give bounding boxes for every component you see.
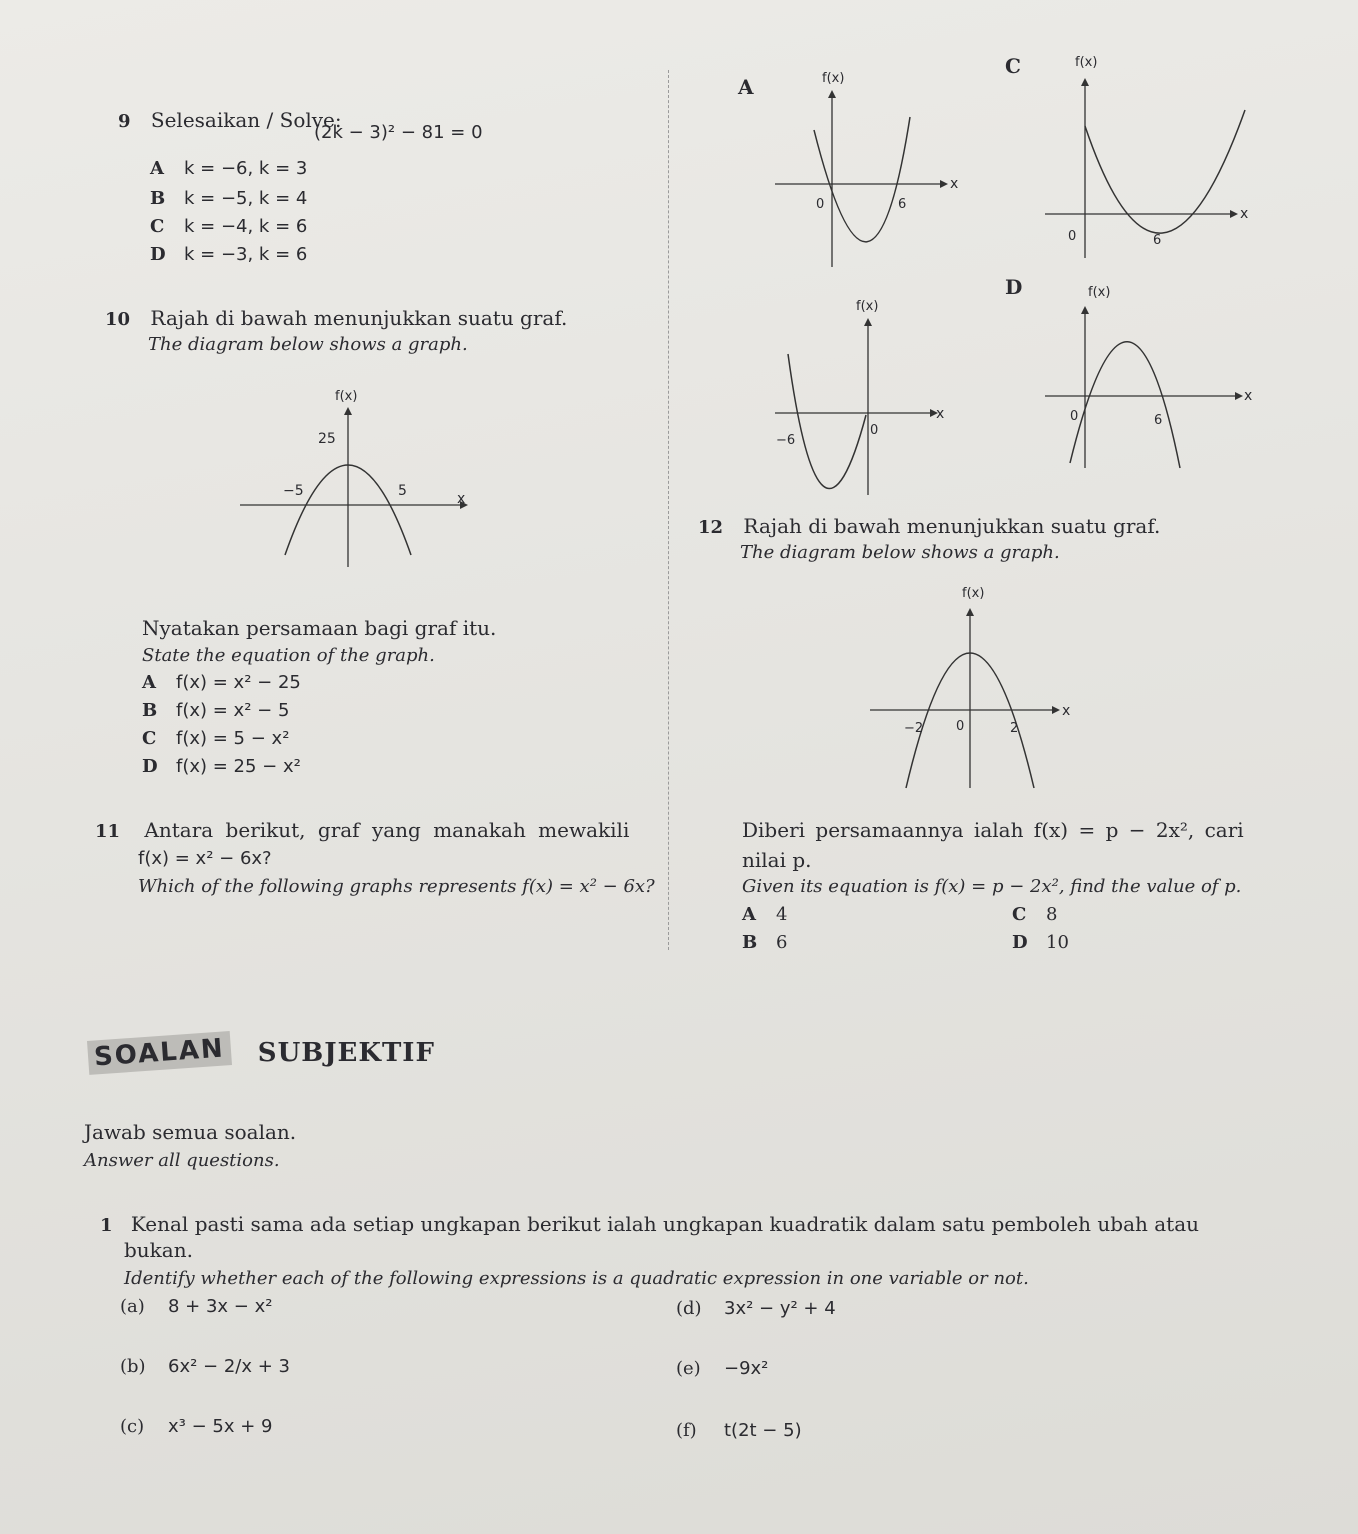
q9-option-b[interactable]: B k = −5, k = 4 [150,188,308,209]
q10-graph-right-root: 5 [398,483,407,499]
q10-option-d[interactable]: D f(x) = 25 − x² [142,756,301,777]
section-heading [88,1033,435,1073]
q12-line-en: The diagram below shows a graph. [740,542,1060,563]
s1-item-a: (a) 8 + 3x − x² [120,1296,273,1317]
svg-text:x: x [950,176,959,192]
svg-text:6: 6 [1154,413,1163,428]
q12-option-d[interactable]: D 10 [1012,932,1069,953]
s1-header [100,1212,1199,1236]
s1-item-c: (c) x³ − 5x + 9 [120,1416,273,1437]
s1-item-f: (f) t(2t − 5) [676,1420,802,1441]
q9-options [150,158,307,272]
q12-given-ms-2: nilai p. [742,848,812,872]
q9-option-c[interactable]: C k = −4, k = 6 [150,216,308,237]
q10-graph [235,385,495,575]
svg-text:x: x [936,406,945,422]
svg-text:0: 0 [870,423,879,438]
q9-number: 9 [118,111,131,132]
q11-number: 11 [95,821,121,842]
s1-item-d: (d) 3x² − y² + 4 [676,1298,836,1319]
q12-line-ms: Rajah di bawah menunjukkan suatu graf. [743,514,1161,538]
q12-option-a[interactable]: A 4 [742,904,788,925]
q11-line-ms-1: Antara berikut, graf yang manakah mewakili [144,818,630,842]
section-instr-ms: Jawab semua soalan. [84,1120,297,1144]
q11-graph-d-letter: D [1005,275,1023,299]
svg-text:x: x [1240,206,1249,222]
q11-header [95,818,629,842]
svg-text:0: 0 [816,197,825,212]
section-stamp: SOALAN [87,1031,232,1075]
q11-line-ms-2: f(x) = x² − 6x? [138,848,272,869]
q10-graph-ylabel: f(x) [335,389,358,404]
s1-item-b: (b) 6x² − 2/x + 3 [120,1356,290,1377]
q10-prompt-en: State the equation of the graph. [142,645,435,666]
q12-given-en: Given its equation is f(x) = p − 2x², find the value of p. [742,876,1242,897]
q12-number: 12 [698,517,724,538]
q12-graph [860,578,1085,793]
s1-item-e: (e) −9x² [676,1358,769,1379]
q12-option-b[interactable]: B 6 [742,932,788,953]
svg-text:0: 0 [1068,229,1077,244]
svg-text:6: 6 [898,197,907,212]
section-title: SUBJEKTIF [257,1038,435,1068]
svg-text:2: 2 [1010,721,1019,736]
q9-option-d[interactable]: D k = −3, k = 6 [150,244,308,265]
q11-graph-c-letter: C [1005,54,1021,78]
q9-equation: (2k − 3)² − 81 = 0 [314,122,483,143]
q10-graph-peak: 25 [318,431,336,447]
svg-text:−6: −6 [776,433,796,448]
q12-given-ms-1: Diberi persamaannya ialah f(x) = p − 2x², cari [742,818,1244,842]
svg-text:x: x [1244,388,1253,404]
svg-text:0: 0 [1070,409,1079,424]
svg-text:f(x): f(x) [1088,285,1111,300]
q9-option-a[interactable]: A k = −6, k = 3 [150,158,308,179]
s1-number: 1 [100,1215,113,1236]
q11-graph-a-letter: A [738,75,754,99]
svg-text:0: 0 [956,719,965,734]
s1-line-en: Identify whether each of the following expressions is a quadratic expression in one variable or not. [124,1268,1029,1289]
q10-graph-xlabel: x [457,491,466,507]
q10-number: 10 [105,309,131,330]
q10-option-c[interactable]: C f(x) = 5 − x² [142,728,290,749]
svg-text:f(x): f(x) [822,71,845,86]
q10-options [142,672,301,784]
svg-text:6: 6 [1153,233,1162,248]
q9-title: Selesaikan / Solve: [150,108,342,132]
svg-text:f(x): f(x) [856,299,879,314]
q10-option-a[interactable]: A f(x) = x² − 25 [142,672,301,693]
s1-line-ms-1: Kenal pasti sama ada setiap ungkapan berikut ialah ungkapan kuadratik dalam satu pemboleh ubah atau [130,1212,1200,1236]
section-instr-en: Answer all questions. [84,1150,280,1171]
q10-header [105,306,567,330]
svg-text:f(x): f(x) [1075,55,1098,70]
q11-graph-c [1040,48,1265,263]
svg-text:x: x [1062,703,1071,719]
q10-graph-left-root: −5 [283,483,304,499]
q12-header [698,514,1160,538]
q11-line-en: Which of the following graphs represents f(x) = x² − 6x? [138,876,655,897]
q11-graph-d [1040,278,1265,478]
q10-line-en: The diagram below shows a graph. [148,334,468,355]
q10-option-b[interactable]: B f(x) = x² − 5 [142,700,290,721]
q12-option-c[interactable]: C 8 [1012,904,1058,925]
q9-header [118,108,342,132]
q10-line-ms: Rajah di bawah menunjukkan suatu graf. [150,306,568,330]
s1-line-ms-2: bukan. [124,1238,193,1262]
q11-graph-a [770,62,970,277]
q10-prompt-ms: Nyatakan persamaan bagi graf itu. [142,616,497,640]
q11-graph-b [770,290,970,505]
column-divider [668,70,669,950]
svg-text:f(x): f(x) [962,586,985,601]
svg-text:−2: −2 [904,721,924,736]
